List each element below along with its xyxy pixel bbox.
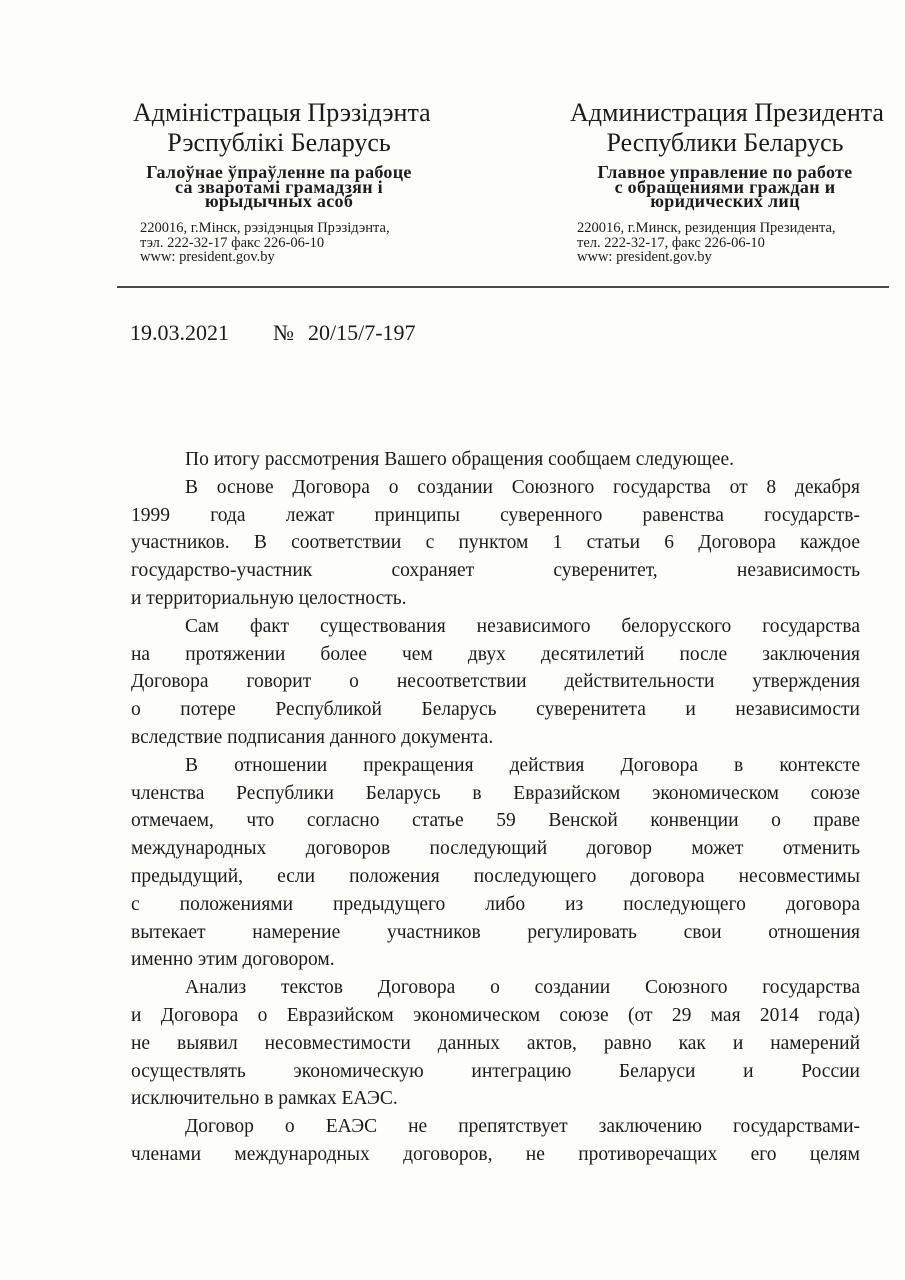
text-line: о потере Республикой Беларусь суверенитета и независимости — [131, 699, 860, 721]
body-paragraph — [131, 1113, 860, 1169]
org-name-line1: Адміністрацыя Прэзідэнта — [133, 98, 431, 127]
text-line: международных договоров последующий договор может отменить — [131, 838, 860, 860]
text-line: и территориальную целостность. — [131, 587, 407, 609]
body-paragraph — [131, 974, 860, 1113]
text-line: са зваротамі грамадзян і — [175, 176, 383, 197]
letterhead-belarusian — [133, 98, 431, 266]
text-line: Договор о ЕАЭС не препятствует заключению государствами- — [185, 1116, 860, 1138]
text-line: участников. В соответствии с пунктом 1 статьи 6 Договора каждое — [131, 532, 860, 554]
document-date: 19.03.2021 — [130, 320, 229, 345]
number-sign: № — [273, 320, 294, 345]
text-line: и Договора о Евразийском экономическом союзе (от 29 мая 2014 года) — [131, 1004, 860, 1026]
text-line: www: president.gov.by — [140, 249, 275, 266]
text-line: на протяжении более чем двух десятилетий после заключения — [131, 643, 860, 665]
text-line: тел. 222-32-17, факс 226-06-10 — [577, 234, 765, 251]
body-paragraph — [131, 613, 860, 752]
letterhead-russian — [570, 98, 884, 266]
letter-body — [131, 446, 860, 1169]
text-line: В основе Договора о создании Союзного государства от 8 декабря — [185, 476, 860, 498]
text-line: государство-участник сохраняет суверенитет, независимость — [131, 560, 860, 582]
text-line: отмечаем, что согласно статье 59 Венской конвенции о праве — [131, 810, 860, 832]
text-line: вследствие подписания данного документа. — [131, 726, 494, 748]
text-line: именно этим договором. — [131, 949, 335, 971]
org-name-line1: Администрация Президента — [570, 98, 884, 127]
text-line: осуществлять экономическую интеграцию Беларуси и России — [131, 1060, 860, 1082]
body-paragraph — [131, 752, 860, 974]
text-line: с положениями предыдущего либо из последующего договора — [131, 893, 860, 915]
text-line: предыдущий, если положения последующего договора несовместимы — [131, 865, 860, 887]
body-paragraph — [131, 446, 860, 474]
text-line: Галоўнае ўпраўленне па рабоце — [146, 162, 412, 182]
text-line: www: president.gov.by — [577, 249, 712, 266]
text-line: вытекает намерение участников регулировать свои отношения — [131, 921, 860, 943]
text-line: 1999 года лежат принципы суверенного равенства государств- — [131, 504, 860, 526]
department-name — [570, 162, 880, 212]
text-line: не выявил несовместимости данных актов, равно как и намерений — [131, 1032, 860, 1054]
document-number: 20/15/7-197 — [308, 320, 416, 345]
text-line: В отношении прекращения действия Договора в контексте — [185, 754, 860, 776]
text-line: По итогу рассмотрения Вашего обращения сообщаем следующее. — [185, 449, 734, 470]
department-name — [133, 162, 425, 212]
text-line: Договора говорит о несоответствии действительности утверждения — [131, 671, 860, 693]
text-line: с обращениями граждан и — [614, 176, 836, 197]
text-line: юридических лиц — [650, 191, 800, 212]
body-paragraph — [131, 474, 860, 613]
text-line: тэл. 222-32-17 факс 226-06-10 — [140, 234, 325, 251]
address-block — [570, 221, 880, 265]
text-line: Сам факт существования независимого белорусского государства — [185, 615, 860, 637]
text-line: исключительно в рамках ЕАЭС. — [131, 1088, 398, 1110]
text-line: юрыдычных асоб — [204, 191, 354, 212]
text-line: членства Республики Беларусь в Евразийском экономическом союзе — [131, 782, 860, 804]
org-name-line2: Республики Беларусь — [606, 128, 844, 157]
text-line: 220016, г.Минск, резиденция Президента, — [577, 219, 836, 236]
text-line: членами международных договоров, не противоречащих его целям — [131, 1143, 860, 1165]
address-block — [133, 221, 425, 265]
text-line: 220016, г.Мінск, рэзідэнцыя Прэзідэнта, — [140, 219, 390, 236]
divider-line — [117, 286, 889, 288]
text-line: Главное управление по работе — [597, 162, 853, 182]
text-line: Анализ текстов Договора о создании Союзного государства — [185, 977, 860, 999]
reference-line — [0, 320, 905, 350]
org-name-line2: Рэспублікі Беларусь — [167, 128, 391, 157]
